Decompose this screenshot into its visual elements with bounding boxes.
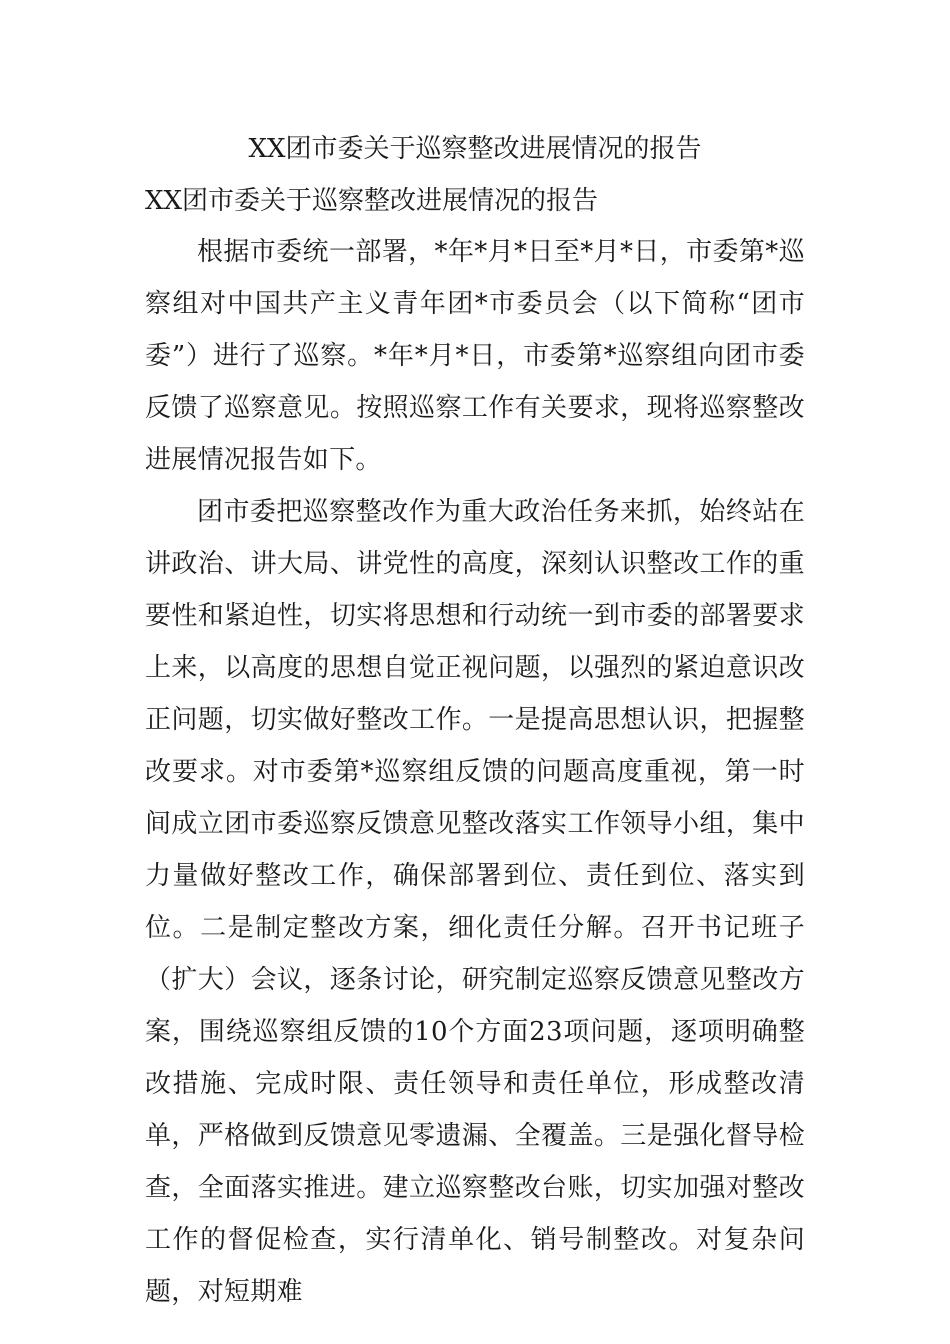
document-title: XX团市委关于巡察整改进展情况的报告 — [248, 134, 702, 164]
paragraph-body: 团市委把巡察整改作为重大政治任务来抓，始终站在讲政治、讲大局、讲党性的高度，深刻认识整改工作的重要性和紧迫性，切实将思想和行动统一到市委的部署要求上来，以高度的思想自觉正视问题，以强烈的紧迫意识改正问题，切实做好整改工作。一是提高思想认识，把握整改要求。对市委第*巡察组反馈的问题高度重视，第一时间成立团市委巡察反馈意见整改落实工作领导小组，集中力量做好整改工作，确保部署到位、责任到位、落实到位。二是制定整改方案，细化责任分解。召开书记班子（扩大）会议，逐条讨论，研究制定巡察反馈意见整改方案，围绕巡察组反馈的10个方面23项问题，逐项明确整改措施、完成时限、责任领导和责任单位，形成整改清单，严格做到反馈意见零遗漏、全覆盖。三是强化督导检查，全面落实推进。建立巡察整改台账，切实加强对整改工作的督促检查，实行清单化、销号制整改。对复杂问题，对短期难 — [145, 497, 805, 1307]
document-subtitle: XX团市委关于巡察整改进展情况的报告 — [145, 186, 599, 216]
paragraph-intro: 根据市委统一部署，*年*月*日至*月*日，市委第*巡察组对中国共产主义青年团*市委员会（以下简称“团市委”）进行了巡察。*年*月*日，市委第*巡察组向团市委反馈了巡察意见。按照巡察工作有关要求，现将巡察整改进展情况报告如下。 — [145, 237, 805, 475]
